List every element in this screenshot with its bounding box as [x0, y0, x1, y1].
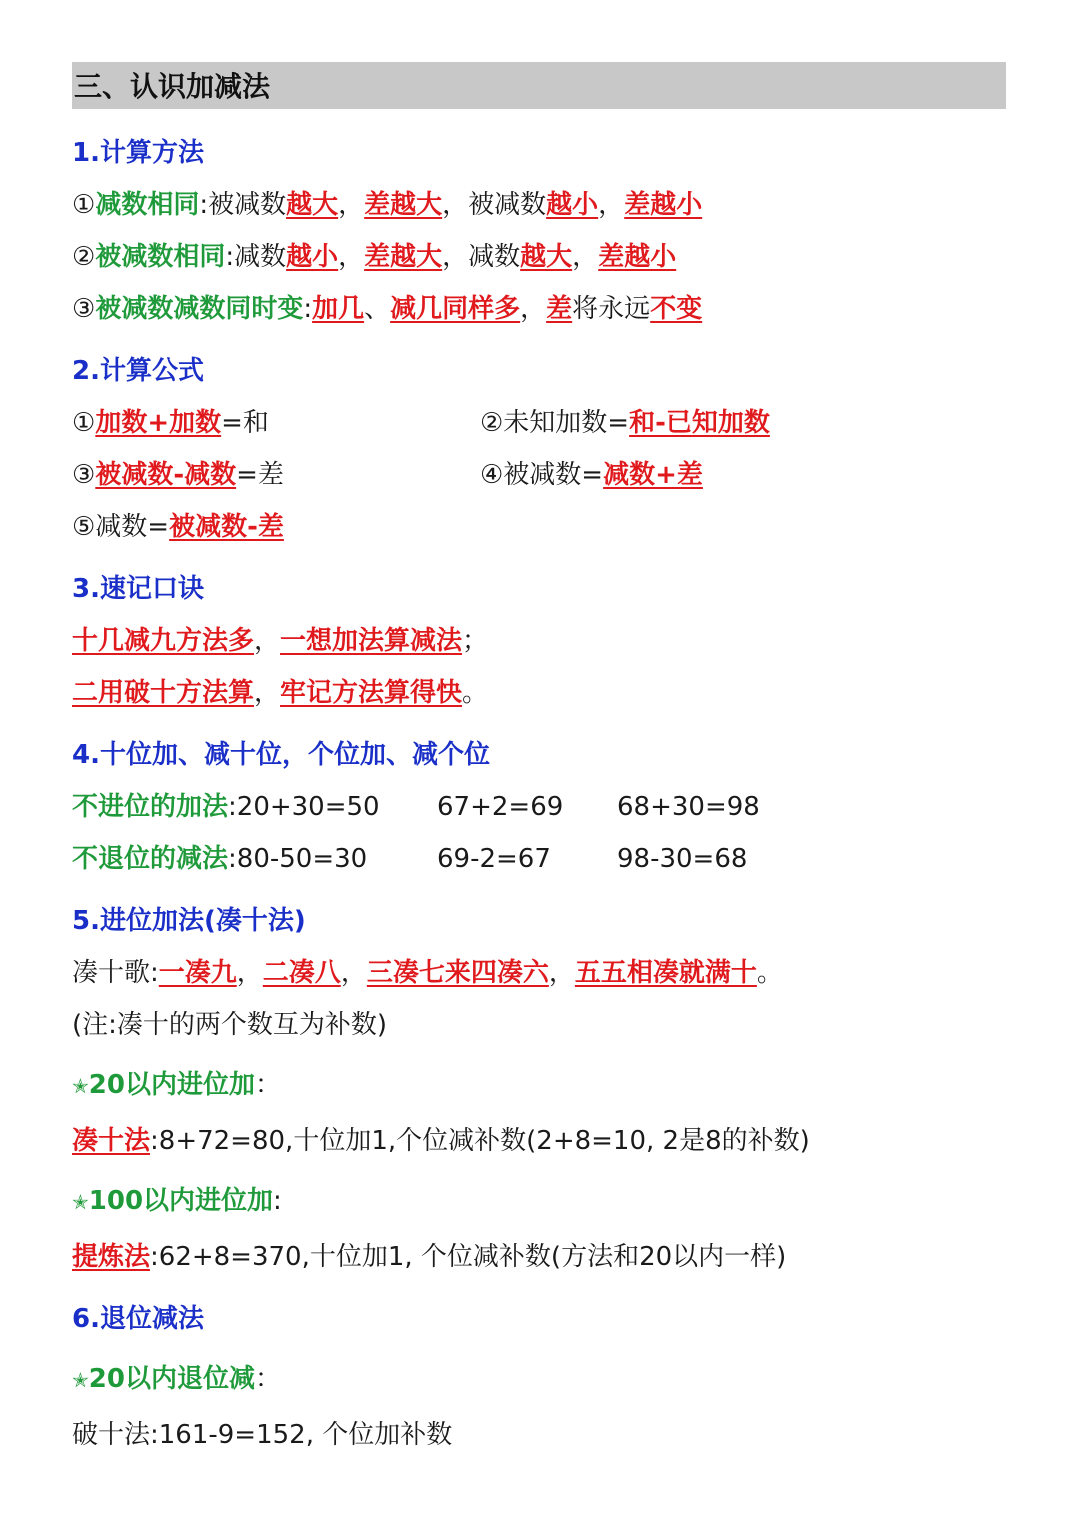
key-term: 差越大 [364, 190, 443, 220]
example-row-add [72, 790, 832, 824]
formula-row-1 [72, 406, 932, 440]
rule-label: 减数相同 [95, 190, 200, 220]
section-title: 三、认识加减法 [74, 70, 271, 103]
text: ，减数 [442, 242, 521, 272]
text: 将永远 [572, 294, 651, 324]
key-term: 越小 [286, 242, 339, 272]
text: : [303, 294, 313, 324]
key-term: 减几同样多 [390, 294, 521, 324]
punct: ， [340, 958, 367, 988]
equation: 67+2=69 [437, 792, 564, 822]
equation: :20+30=50 [228, 792, 380, 822]
rule-label: 被减数相同 [95, 242, 226, 272]
punct: ， [598, 190, 625, 220]
text: :8+72=80,十位加1,个位减补数(2+8=10, 2是8的补数) [150, 1126, 810, 1156]
subheading-text: 20以内进位加 [88, 1070, 255, 1100]
text: :62+8=370,十位加1, 个位减补数(方法和20以内一样) [150, 1242, 787, 1272]
punct: 。 [756, 958, 783, 988]
key-term: 加数+加数 [95, 408, 222, 438]
key-term: 凑十法 [72, 1126, 151, 1156]
punct: ， [254, 678, 281, 708]
num: ① [72, 408, 96, 438]
formula-1 [72, 408, 269, 438]
note: (注:凑十的两个数互为补数) [72, 1010, 388, 1040]
key-term: 二凑八 [262, 958, 341, 988]
punct: ： [254, 1070, 281, 1100]
method-break-ten: 破十法:161-9=152, 个位加补数 [72, 1420, 453, 1450]
text: 凑十歌: [72, 958, 159, 988]
key-term: 一想加法算减法 [280, 626, 463, 656]
key-term: 差越小 [624, 190, 703, 220]
equation: :80-50=30 [228, 844, 368, 874]
subheading-20-carry [72, 1068, 281, 1103]
key-term: 不变 [650, 294, 703, 324]
heading-calc-method: 1.计算方法 [72, 138, 204, 168]
num: ③ [72, 460, 96, 490]
punct: 。 [462, 678, 489, 708]
heading-calc-formula: 2.计算公式 [72, 356, 204, 386]
rule-label: 被减数减数同时变 [95, 294, 304, 324]
heading-carry-addition: 5.进位加法(凑十法) [72, 906, 306, 936]
key-term: 越大 [286, 190, 339, 220]
punct: ， [338, 190, 365, 220]
key-term: 加几 [312, 294, 365, 324]
punct: : [273, 1186, 282, 1216]
key-term: 牢记方法算得快 [280, 678, 463, 708]
num: ③ [72, 294, 96, 324]
punct: 、 [364, 294, 391, 324]
formula-4 [480, 458, 703, 492]
example-row-sub [72, 842, 832, 876]
star-icon: ✭ [72, 1074, 89, 1098]
key-term: 越大 [520, 242, 573, 272]
key-term: 五五相凑就满十 [574, 958, 757, 988]
punct: ， [572, 242, 599, 272]
make-ten-song [72, 956, 783, 990]
text: =和 [221, 408, 269, 438]
mnemonic-line-1 [72, 624, 488, 658]
text: ④被减数= [480, 460, 604, 490]
text: =差 [236, 460, 284, 490]
subheading-text: 20以内退位减 [88, 1364, 255, 1394]
key-term: 减数+差 [603, 460, 703, 490]
text: ②未知加数= [480, 408, 630, 438]
section-title-bar [72, 62, 1006, 109]
rule-row-1 [72, 188, 702, 222]
key-term: 三凑七来四凑六 [366, 958, 549, 988]
equation: 69-2=67 [437, 844, 551, 874]
text: ，被减数 [442, 190, 547, 220]
mnemonic-line-2 [72, 676, 488, 710]
key-term: 被减数-差 [169, 512, 284, 542]
rule-row-2 [72, 240, 676, 274]
punct: ， [254, 626, 281, 656]
heading-place-value: 4.十位加、减十位，个位加、减个位 [72, 740, 490, 770]
formula-3 [72, 460, 284, 490]
key-term: 差越大 [364, 242, 443, 272]
example-label: 不退位的减法 [72, 844, 229, 874]
formula-2 [480, 406, 770, 440]
heading-borrow-subtraction: 6.退位减法 [72, 1304, 204, 1334]
key-term: 一凑九 [158, 958, 237, 988]
punct: ， [548, 958, 575, 988]
punct: ， [338, 242, 365, 272]
subheading-100-carry [72, 1184, 282, 1219]
star-icon: ✭ [72, 1190, 89, 1214]
method-refine [72, 1240, 786, 1274]
num: ① [72, 190, 96, 220]
example-label: 不进位的加法 [72, 792, 229, 822]
equation: 98-30=68 [617, 844, 748, 874]
key-term: 差越小 [598, 242, 677, 272]
text: :减数 [225, 242, 287, 272]
subheading-20-borrow [72, 1362, 281, 1397]
formula-row-2 [72, 458, 932, 492]
key-term: 差 [546, 294, 573, 324]
key-term: 被减数-减数 [95, 460, 237, 490]
key-term: 越小 [546, 190, 599, 220]
text: :被减数 [199, 190, 287, 220]
star-icon: ✭ [72, 1368, 89, 1392]
key-term: 提炼法 [72, 1242, 151, 1272]
text: ⑤减数= [72, 512, 170, 542]
punct: ； [462, 626, 489, 656]
num: ② [72, 242, 96, 272]
subheading-text: 100以内进位加 [88, 1186, 274, 1216]
method-make-ten [72, 1124, 810, 1158]
formula-row-3 [72, 510, 284, 544]
punct: ， [236, 958, 263, 988]
key-term: 二用破十方法算 [72, 678, 255, 708]
key-term: 十几减九方法多 [72, 626, 255, 656]
key-term: 和-已知加数 [629, 408, 770, 438]
punct: ， [520, 294, 547, 324]
punct: ： [254, 1364, 281, 1394]
equation: 68+30=98 [617, 792, 760, 822]
heading-mnemonic: 3.速记口诀 [72, 574, 204, 604]
rule-row-3 [72, 292, 702, 326]
